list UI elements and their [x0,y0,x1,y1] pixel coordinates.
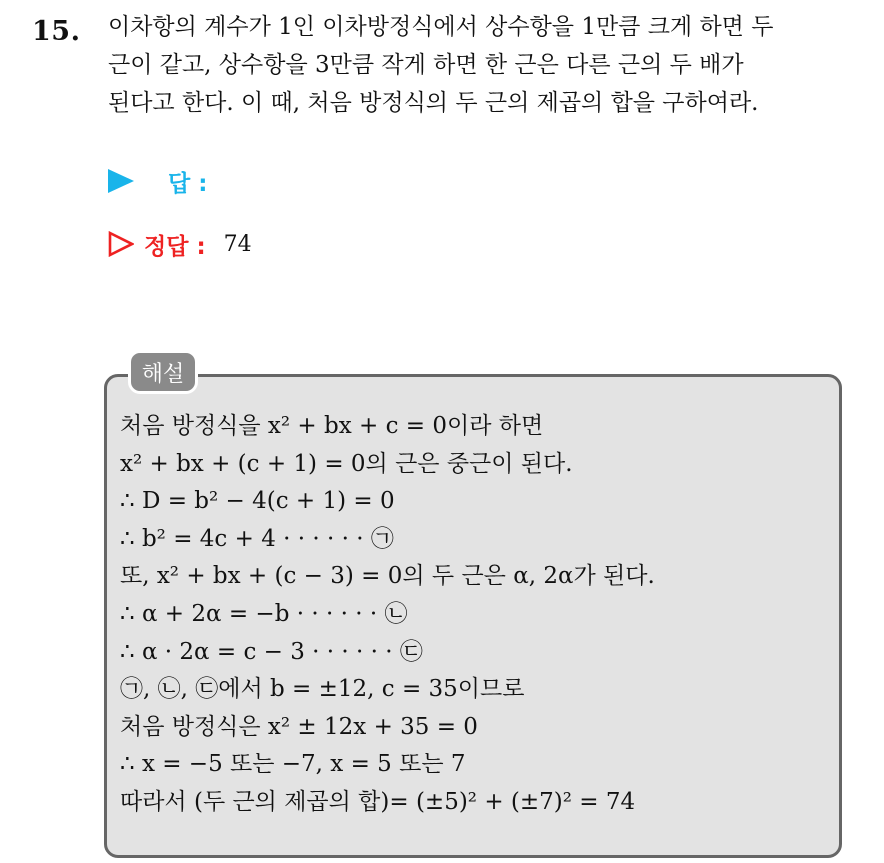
play-marker-icon [108,169,134,193]
problem-line: 근이 같고, 상수항을 3만큼 작게 하면 한 근은 다른 근의 두 배가 [108,52,744,78]
correct-answer-row [108,226,252,262]
solution-line: 또, x² + bx + (c − 3) = 0의 두 근은 α, 2α가 된다. [120,563,655,590]
problem-line: 된다고 한다. 이 때, 처음 방정식의 두 근의 제곱의 합을 구하여라. [108,90,759,116]
solution-lines [120,408,830,822]
solution-line: ㉠, ㉡, ㉢에서 b = ±12, c = 35이므로 [120,676,525,703]
correct-answer-value: 74 [223,231,252,257]
solution-line: ∴ x = −5 또는 −7, x = 5 또는 7 [120,751,466,778]
problem-number: 15. [32,16,81,47]
solution-line: ∴ b² = 4c + 4 · · · · · · ㉠ [120,525,394,552]
problem-line: 이차항의 계수가 1인 이차방정식에서 상수항을 1만큼 크게 하면 두 [108,14,774,40]
solution-line: 따라서 (두 근의 제곱의 합)= (±5)² + (±7)² = 74 [120,788,636,815]
solution-line: ∴ α · 2α = c − 3 · · · · · · ㉢ [120,638,423,665]
solution-line: x² + bx + (c + 1) = 0의 근은 중근이 된다. [120,450,573,477]
answer-row [108,164,207,198]
solution-line: ∴ α + 2α = −b · · · · · · ㉡ [120,600,408,627]
outline-play-marker-icon [108,231,134,257]
problem-text [108,8,868,122]
solution-line: ∴ D = b² − 4(c + 1) = 0 [120,488,395,515]
solution-line: 처음 방정식을 x² + bx + c = 0이라 하면 [120,413,544,439]
correct-answer-label: 정답 : [144,233,206,260]
answer-label: 답 : [168,170,208,197]
solution-line: 처음 방정식은 x² ± 12x + 35 = 0 [120,713,478,740]
solution-title-tab: 해설 [128,350,198,394]
